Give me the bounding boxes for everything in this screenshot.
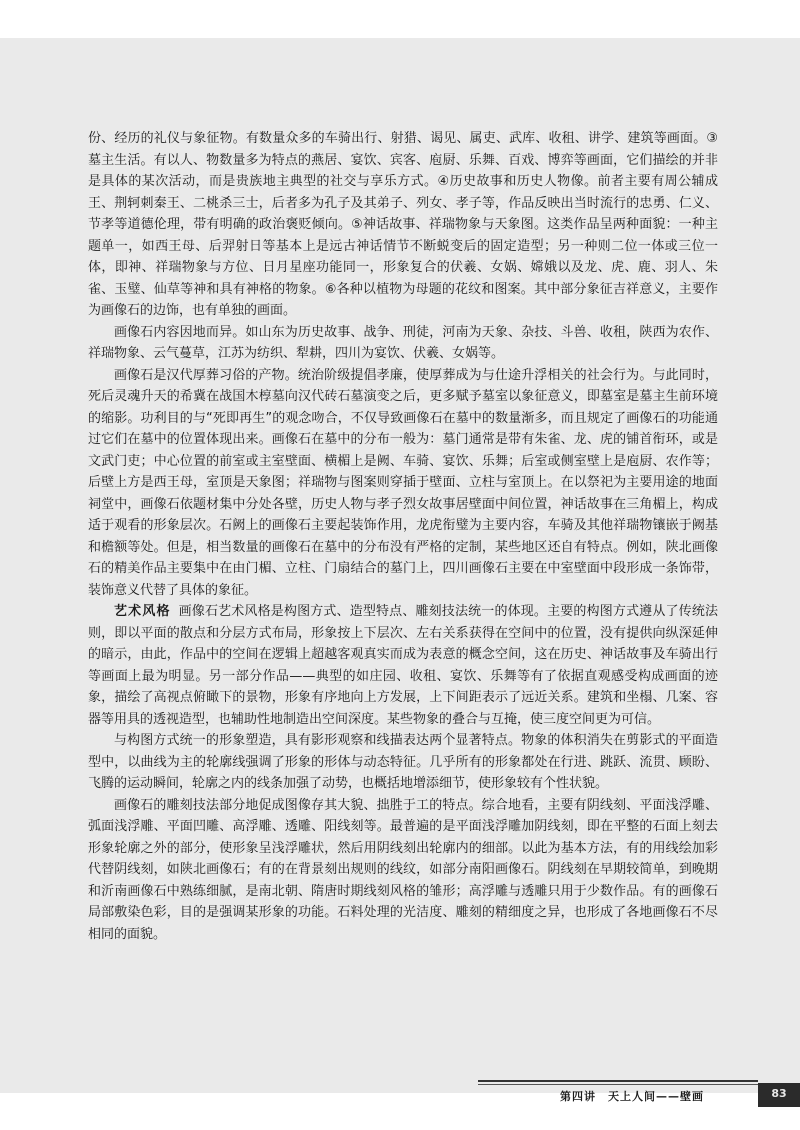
running-title: 第四讲 天上人间——壁画	[560, 1090, 704, 1103]
body-text	[88, 128, 718, 945]
book-page	[0, 38, 800, 1103]
paragraph-4	[88, 601, 718, 730]
paragraph-text: 画像石内容因地而异。如山东为历史故事、战争、刑徒，河南为天象、杂技、斗兽、收租，陕西为农作、祥瑞物象、云气蔓草，江苏为纺织、犁耕，四川为宴饮、伏羲、女娲等。	[88, 324, 718, 361]
paragraph-text: 画像石艺术风格是构图方式、造型特点、雕刻技法统一的体现。主要的构图方式遵从了传统法则，即以平面的散点和分层方式布局，形象按上下层次、左右关系获得在空间中的位置，没有提供向纵深延伸的暗示，由此，作品中的空间在逻辑上超越客观真实而成为表意的概念空间，这在历史、神话故事及车骑出行等画面上最为明显。另一部分作品——典型的如庄园、收租、宴饮、乐舞等有了依据直观感受构成画面的迹象，描绘了高视点俯瞰下的景物，形象有序地向上方发展，上下间距表示了远近关系。建筑和坐榻、几案、容器等用具的透视造型，也辅助性地制造出空间深度。某些物象的叠合与互掩，使三度空间更为可信。	[88, 604, 718, 727]
page-number: 83	[771, 1087, 787, 1100]
paragraph-3	[88, 365, 718, 602]
paragraph-text: 份、经历的礼仪与象征物。有数量众多的车骑出行、射猎、谒见、属吏、武库、收租、讲学、建筑等画面。③墓主生活。有以人、物数量多为特点的燕居、宴饮、宾客、庖厨、乐舞、百戏、博弈等画面，它们描绘的并非是具体的某次活动，而是贵族地主典型的社交与享乐方式。④历史故事和历史人物像。前者主要有周公辅成王、荆轲刺秦王、二桃杀三士，后者多为孔子及其弟子、列女、孝子等，作品反映出当时流行的忠勇、仁义、节孝等道德伦理，带有明确的政治褒贬倾向。⑤神话故事、祥瑞物象与天象图。这类作品呈两种面貌：一种主题单一，如西王母、后羿射日等基本上是远古神话情节不断蜕变后的固定造型；另一种则二位一体或三位一体，即神、祥瑞物象与方位、日月星座功能同一，形象复合的伏羲、女娲、嫦娥以及龙、虎、鹿、羽人、朱雀、玉璧、仙草等神和具有神格的物象。⑥各种以植物为母题的花纹和图案。其中部分象征吉祥意义，主要作为画像石的边饰，也有单独的画面。	[88, 131, 718, 318]
page-number-tab	[758, 1083, 800, 1107]
paragraph-1	[88, 128, 718, 322]
footer-rule-thin	[478, 1084, 758, 1085]
paragraph-5	[88, 730, 718, 795]
paragraph-text: 画像石是汉代厚葬习俗的产物。统治阶级提倡孝廉，使厚葬成为与仕途升浮相关的社会行为。与此同时，死后灵魂升天的希冀在战国木椁墓向汉代砖石墓演变之后，更多赋予墓室以象征意义，即墓室是墓主生前环境的缩影。功利目的与“死即再生”的观念吻合，不仅导致画像石在墓中的数量渐多，而且规定了画像石的功能通过它们在墓中的位置体现出来。画像石在墓中的分布一般为：墓门通常是带有朱雀、龙、虎的铺首衔环，或是文武门吏；中心位置的前室或主室壁面、横楣上是阙、车骑、宴饮、乐舞；后室或侧室壁上是庖厨、农作等；后壁上方是西王母，室顶是天象图；祥瑞物与图案则穿插于壁面、立柱与室顶上。在以祭祀为主要用途的地面祠堂中，画像石依题材集中分处各壁，历史人物与孝子烈女故事居壁面中间位置，神话故事在三角楣上，构成适于观看的形象层次。石阙上的画像石主要起装饰作用，龙虎衔璧为主要内容，车骑及其他祥瑞物镶嵌于阙基和檐额等处。但是，相当数量的画像石在墓中的分布没有严格的定制，某些地区还自有特点。例如，陕北画像石的精美作品主要集中在由门楣、立柱、门扇结合的墓门上，四川画像石主要在中室壁面中段形成一条饰带，装饰意义代替了具体的象征。	[88, 367, 718, 598]
footer-rule	[478, 1080, 758, 1082]
paragraph-2	[88, 322, 718, 365]
paragraph-text: 画像石的雕刻技法部分地促成图像存其大貌、拙胜于工的特点。综合地看，主要有阴线刻、平面浅浮雕、弧面浅浮雕、平面凹雕、高浮雕、透雕、阳线刻等。最普遍的是平面浅浮雕加阴线刻，即在平整的石面上刻去形象轮廓之外的部分，使形象呈浅浮雕状，然后用阴线刻出轮廓内的细部。以此为基本方法，有的用线绘加彩代替阴线刻，如陕北画像石；有的在背景刻出规则的线纹，如部分南阳画像石。阴线刻在早期较简单，到晚期和沂南画像石中熟练细腻，是南北朝、隋唐时期线刻风格的雏形；高浮雕与透雕只用于少数作品。有的画像石局部敷染色彩，目的是强调某形象的功能。石料处理的光洁度、雕刻的精细度之异，也形成了各地画像石不尽相同的面貌。	[88, 797, 718, 942]
paragraph-6	[88, 795, 718, 946]
paragraph-text: 与构图方式统一的形象塑造，具有影形观察和线描表达两个显著特点。物象的体积消失在剪影式的平面造型中，以曲线为主的轮廓线强调了形象的形体与动态特征。几乎所有的形象都处在行进、跳跃、流贯、顾盼、飞腾的运动瞬间，轮廓之内的线条加强了动势，也概括地增添细节，使形象较有个性状貌。	[88, 733, 718, 791]
section-heading: 艺术风格	[114, 604, 171, 619]
